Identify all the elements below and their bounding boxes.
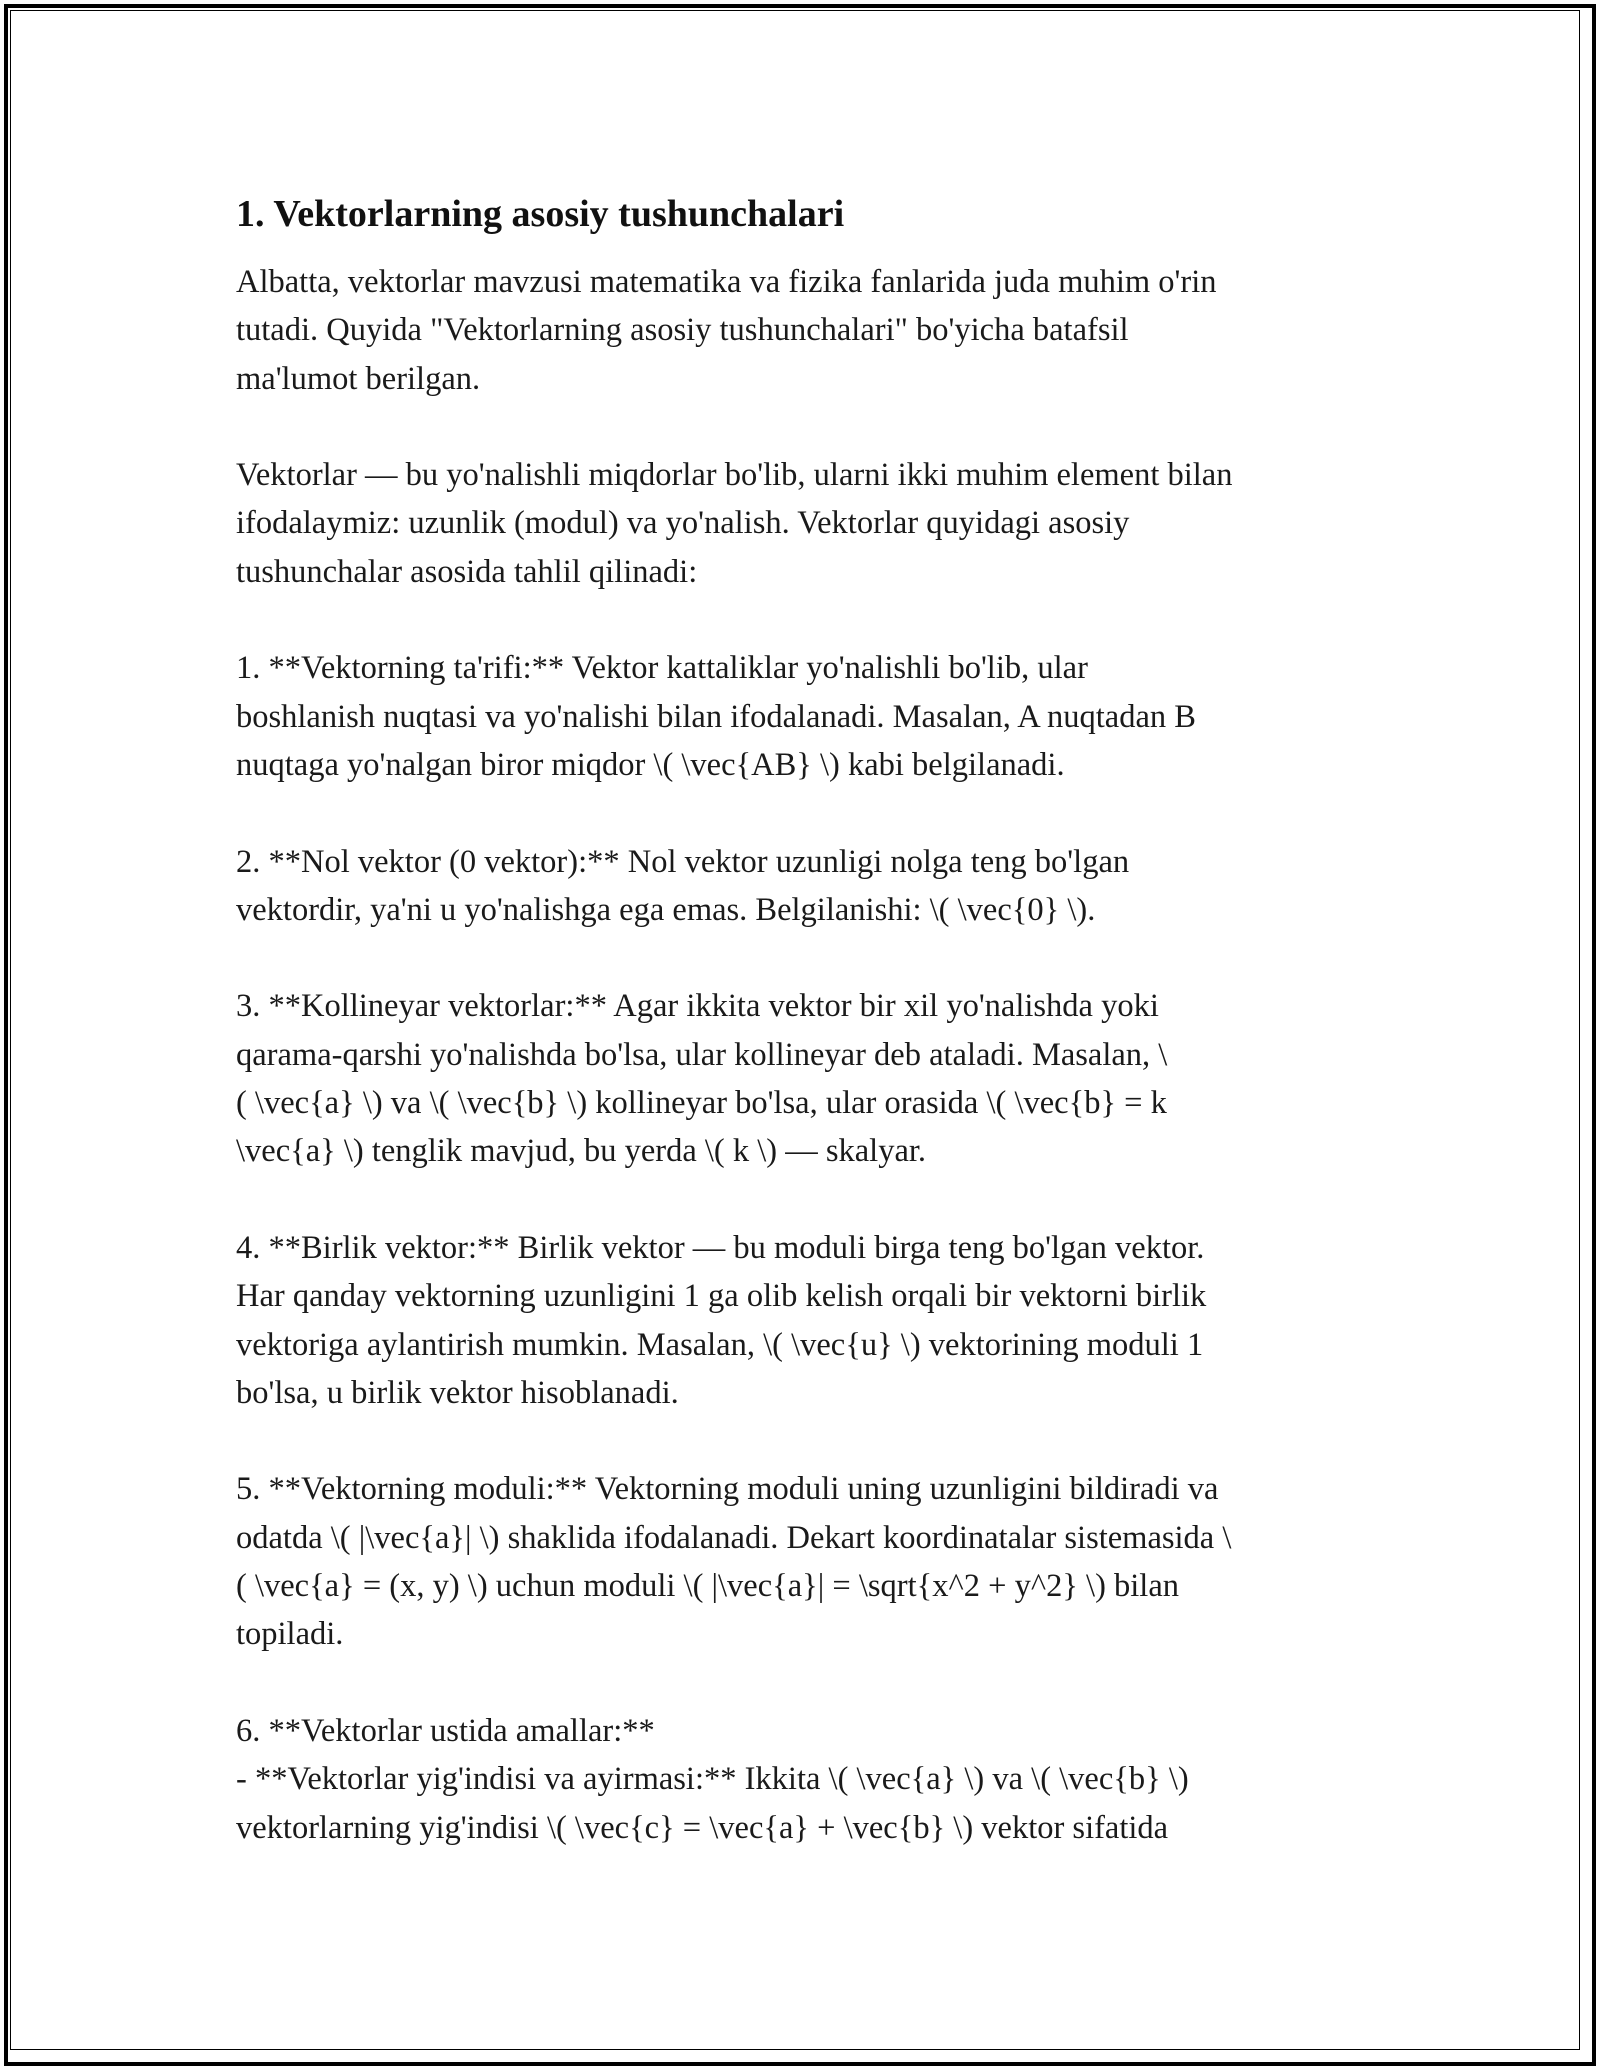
- vectors-overview-paragraph: Vektorlar — bu yo'nalishli miqdorlar bo'lib, ularni ikki muhim element bilan ifodalaymiz: uzunlik (modul) va yo'nalish. Vektorlar quyidagi asosiy tushunchalar asosida tahlil qilinadi:: [236, 457, 1233, 590]
- definition-item: 1. **Vektorning ta'rifi:** Vektor kattaliklar yo'nalishli bo'lib, ular boshlanish nuqtasi va yo'nalishi bilan ifodalanadi. Masalan, A nuqtadan B nuqtaga yo'nalgan biror miqdor \( \vec{AB} \) kabi belgilanadi.: [236, 650, 1196, 783]
- unit-vector-item: 4. **Birlik vektor:** Birlik vektor — bu moduli birga teng bo'lgan vektor. Har qanday vektorning uzunligini 1 ga olib kelish orqali bir vektorni birlik vektoriga aylantirish mumkin. Masalan, \( \vec{u} \) vektorining moduli 1 bo'lsa, u birlik vektor hisoblanadi.: [236, 1229, 1207, 1411]
- vector-modulus-item: 5. **Vektorning moduli:** Vektorning moduli uning uzunligini bildiradi va odatda \( |\vec{a}| \) shaklida ifodalanadi. Dekart koordinatalar sistemasida \ ( \vec{a} = (x, y) \) uchun moduli \( |\vec{a}| = \sqrt{x^2 + y^2} \) bilan topiladi.: [236, 1471, 1232, 1653]
- collinear-vectors-item: 3. **Kollineyar vektorlar:** Agar ikkita vektor bir xil yo'nalishda yoki qarama-qarshi yo'nalishda bo'lsa, ular kollineyar deb ataladi. Masalan, \ ( \vec{a} \) va \( \vec{b} \) kollineyar bo'lsa, ular orasida \( \vec{b} = k \vec{a} \) tenglik mavjud, bu yerda \( k \) — skalyar.: [236, 988, 1168, 1170]
- intro-paragraph: Albatta, vektorlar mavzusi matematika va fizika fanlarida juda muhim o'rin tutadi. Quyida "Vektorlarning asosiy tushunchalari" bo'yicha batafsil ma'lumot berilgan.: [236, 264, 1217, 397]
- vector-operations-item: 6. **Vektorlar ustida amallar:** - **Vektorlar yig'indisi va ayirmasi:** Ikkita \( \vec{a} \) va \( \vec{b} \) vektorlarning yig'indisi \( \vec{c} = \vec{a} + \vec{b} \) vektor sifatida: [236, 1712, 1189, 1846]
- document-page: [236, 186, 1376, 1852]
- section-heading: 1. Vektorlarning asosiy tushunchalari: [236, 193, 845, 235]
- zero-vector-item: 2. **Nol vektor (0 vektor):** Nol vektor uzunligi nolga teng bo'lgan vektordir, ya'ni u yo'nalishga ega emas. Belgilanishi: \( \vec{0} \).: [236, 843, 1130, 928]
